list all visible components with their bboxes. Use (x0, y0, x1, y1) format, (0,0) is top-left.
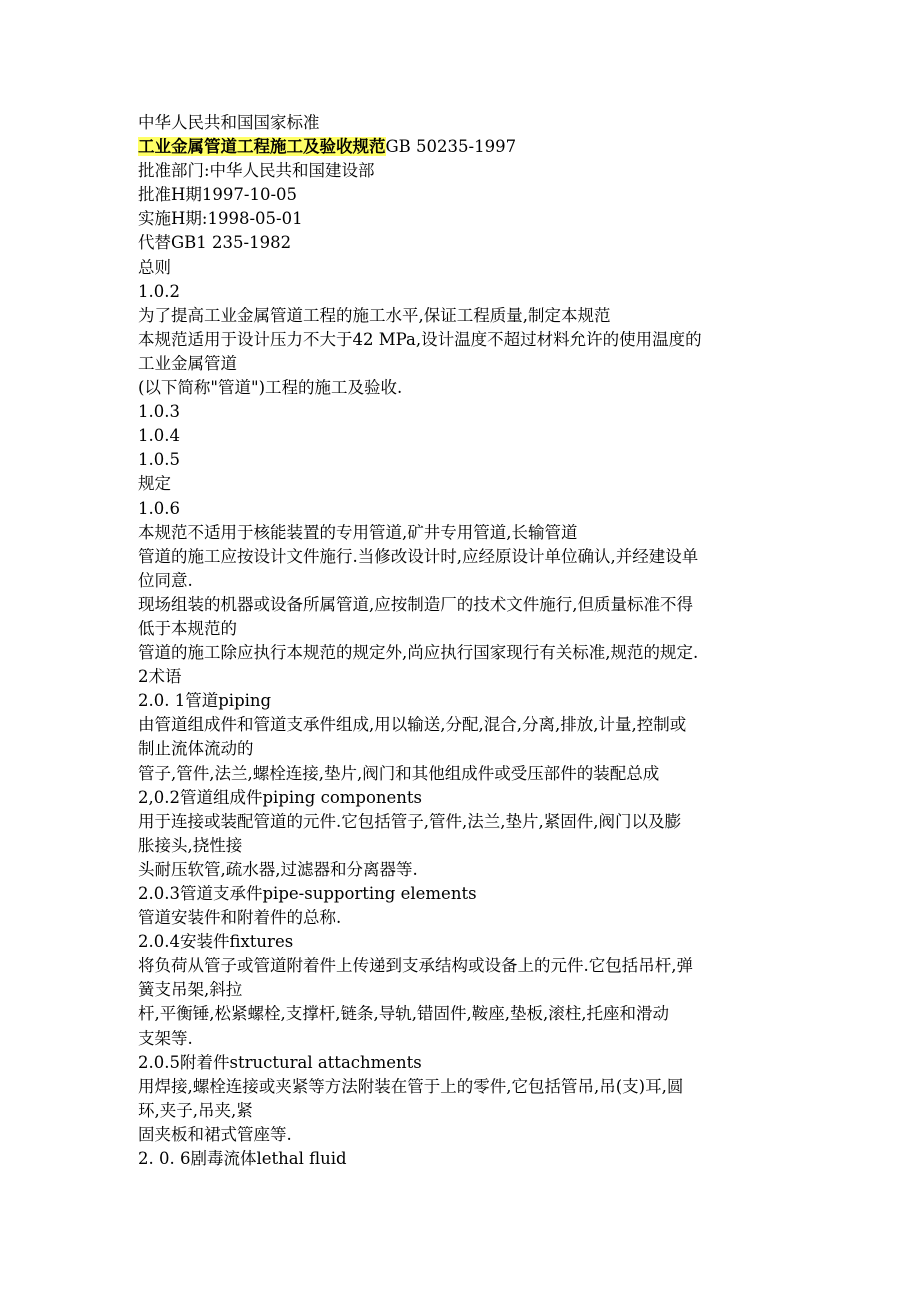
text-line: 头耐压软管,疏水器,过滤器和分离器等. (138, 859, 418, 879)
text-line: 实施H期:1998-05-01 (138, 209, 303, 229)
text-line: 固夹板和裙式管座等. (138, 1124, 292, 1144)
text-line: 管道的施工应按设计文件施行.当修改设计时,应经原设计单位确认,并经建设单 (138, 546, 699, 566)
clause-number: 1.0.3 (138, 402, 180, 422)
text-line: 杆,平衡锤,松紧螺栓,支撑杆,链条,导轨,错固件,鞍座,垫板,滚柱,托座和滑动 (138, 1004, 669, 1024)
highlighted-title: 工业金属管道工程施工及验收规范 (138, 137, 386, 157)
text-line: 环,夹子,吊夹,紧 (138, 1100, 253, 1120)
text-line: (以下简称"管道")工程的施工及验收. (138, 378, 403, 398)
text-line: 批准H期1997-10-05 (138, 185, 298, 205)
text-line: 由管道组成件和管道支承件组成,用以输送,分配,混合,分离,排放,计量,控制或 (138, 715, 687, 735)
term-heading: 2,0.2管道组成件piping components (138, 787, 423, 807)
standard-header-line: 中华人民共和国国家标准 (138, 113, 320, 132)
text-line: 支架等. (138, 1028, 193, 1048)
text-line: 制止流体流动的 (138, 739, 254, 759)
text-line: 胀接头,挠性接 (138, 835, 243, 855)
term-heading: 2.0.3管道支承件pipe-supporting elements (138, 884, 477, 903)
text-line: 管子,管件,法兰,螺栓连接,垫片,阀门和其他组成件或受压部件的装配总成 (138, 763, 660, 783)
text-line: 管道安装件和附着件的总称. (138, 908, 342, 928)
text-line: 本规范适用于设计压力不大于42 MPa,设计温度不超过材料允许的使用温度的 (138, 329, 702, 349)
section-heading: 2术语 (138, 667, 182, 687)
text-line: 批准部门:中华人民共和国建设部 (138, 161, 375, 181)
clause-number: 1.0.4 (138, 426, 180, 446)
text-line: 工业金属管道 (138, 353, 237, 373)
standard-code: GB 50235-1997 (385, 137, 517, 157)
text-line: 簧支吊架,斜拉 (138, 980, 243, 1000)
text-line: 现场组装的机器或设备所属管道,应按制造厂的技术文件施行,但质量标准不得 (138, 594, 693, 614)
term-heading: 2. 0. 6剧毒流体lethal fluid (138, 1149, 347, 1169)
text-line: 位同意. (138, 570, 193, 590)
text-line: 将负荷从管子或管道附着件上传递到支承结构或设备上的元件.它包括吊杆,弹 (138, 956, 693, 976)
text-line: 低于本规范的 (138, 618, 237, 638)
term-heading: 2.0.4安装件fixtures (138, 932, 294, 952)
text-line: 代替GB1 235-1982 (138, 233, 292, 253)
clause-number: 1.0.6 (138, 498, 180, 518)
clause-number: 1.0.2 (138, 281, 180, 301)
text-line: 本规范不适用于核能装置的专用管道,矿井专用管道,长输管道 (138, 522, 578, 542)
term-heading: 2.0.5附着件structural attachments (138, 1052, 422, 1072)
text-line: 规定 (138, 474, 171, 494)
section-heading: 总则 (138, 257, 171, 277)
text-line: 管道的施工除应执行本规范的规定外,尚应执行国家现行有关标准,规范的规定. (138, 643, 699, 663)
document-body (138, 111, 798, 1171)
text-line: 为了提高工业金属管道工程的施工水平,保证工程质量,制定本规范 (138, 305, 611, 325)
standard-title-line (138, 135, 798, 159)
text-line: 用于连接或装配管道的元件.它包括管子,管件,法兰,垫片,紧固件,阀门以及膨 (138, 811, 681, 831)
text-line: 用焊接,螺栓连接或夹紧等方法附装在管于上的零件,它包括管吊,吊(支)耳,圆 (138, 1076, 684, 1096)
clause-number: 1.0.5 (138, 450, 180, 470)
term-heading: 2.0. 1管道piping (138, 691, 272, 711)
